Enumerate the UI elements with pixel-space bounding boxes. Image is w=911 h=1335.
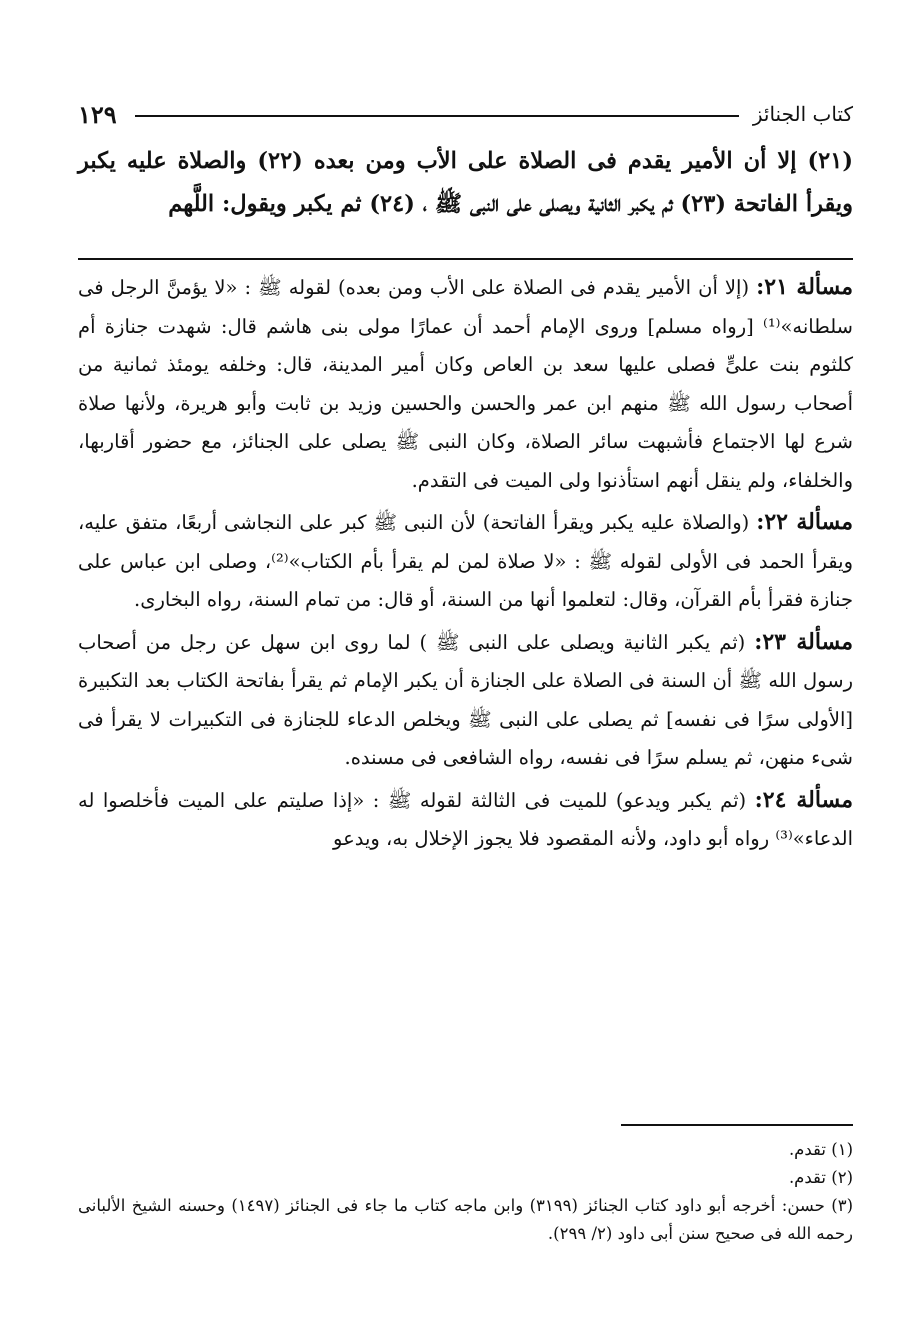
page-number: ١٢٩ xyxy=(78,99,117,129)
masala-paragraph-24 xyxy=(78,781,853,859)
masala-paragraph-22 xyxy=(78,503,853,620)
footnote-2: (٢) تقدم. xyxy=(788,1168,853,1187)
main-text-divider xyxy=(78,258,853,260)
footnote-1: (١) تقدم. xyxy=(788,1140,853,1159)
masala-text: (إلا أن الأمير يقدم فى الصلاة على الأب ومن بعده) لقوله ﷺ : «لا يؤمنَّ الرجل فى سلطانه»⁽¹⁾ [رواه مسلم] وروى الإمام أحمد أن عمارًا مولى بنى هاشم قال: شهدت جنازة أم كلثوم بنت علىٍّ فصلى عليها سعد بن العاص وكان أمير المدينة، قال: وخلفه يومئذ ثمانية من أصحاب رسول الله ﷺ منهم ابن عمر والحسن والحسين وزيد بن ثابت وأبو هريرة، ولأنها صلاة شرع لها الاجتماع فأشبهت سائر الصلاة، وكان النبى ﷺ يصلى على الجنائز، مع حضور أقاربها، والخلفاء، ولم ينقل أنهم استأذنوا ولى الميت فى التقدم. xyxy=(78,276,853,492)
footnote-3: (٣) حسن: أخرجه أبو داود كتاب الجنائز (٣١٩٩) وابن ماجه كتاب ما جاء فى الجنائز (١٤٩٧) وحسنه الشيخ الألبانى رحمه الله فى صحيح سنن أبى داود (٢/ ٢٩٩). xyxy=(78,1196,853,1243)
footnote-divider xyxy=(621,1124,853,1126)
masala-paragraph-21 xyxy=(78,268,853,500)
running-header xyxy=(78,96,853,132)
masala-heading: مسألة ٢٢: xyxy=(756,509,853,535)
masala-text: (ثم يكبر ويدعو) للميت فى الثالثة لقوله ﷺ : «إذا صليتم على الميت فأخلصوا له الدعاء»⁽³⁾ رواه أبو داود، ولأنه المقصود فلا يجوز الإخلال به، ويدعو xyxy=(78,788,853,850)
masala-paragraph-23 xyxy=(78,623,853,778)
footnotes xyxy=(78,1136,853,1248)
masala-text: (ثم يكبر الثانية ويصلى على النبى ﷺ ) لما روى ابن سهل عن رجل من أصحاب رسول الله ﷺ أن السنة فى الصلاة على الجنازة أن يكبر الإمام ثم يقرأ بفاتحة الكتاب بعد التكبيرة [الأولى سرًا فى نفسه] ثم يصلى على النبى ﷺ ويخلص الدعاء للجنازة فى التكبيرات لا يقرأ فى شىء منهن، ثم يسلم سرًا فى نفسه، رواه الشافعى فى مسنده. xyxy=(78,630,853,769)
chapter-title: كتاب الجنائز xyxy=(752,102,853,126)
masala-text: (والصلاة عليه يكبر ويقرأ الفاتحة) لأن النبى ﷺ كبر على النجاشى أربعًا، متفق عليه، ويقرأ الحمد فى الأولى لقوله ﷺ : «لا صلاة لمن لم يقرأ بأم الكتاب»⁽²⁾، وصلى ابن عباس على جنازة فقرأ بأم القرآن، وقال: لتعلموا أنها من السنة، أو قال: من تمام السنة، رواه البخارى. xyxy=(78,511,853,611)
masala-heading: مسألة ٢٤: xyxy=(754,786,853,813)
masala-heading: مسألة ٢١: xyxy=(756,274,854,300)
commentary-body xyxy=(78,268,853,862)
header-rule xyxy=(135,115,739,117)
main-text: (٢١) إلا أن الأمير يقدم فى الصلاة على الأب ومن بعده (٢٢) والصلاة عليه يكبر ويقرأ الفاتحة (٢٣) ثم يكبر الثانية ويصلى على النبى ﷺ ، (٢٤) ثم يكبر ويقول: اللَّهم xyxy=(78,148,853,217)
masala-heading: مسألة ٢٣: xyxy=(754,628,853,655)
